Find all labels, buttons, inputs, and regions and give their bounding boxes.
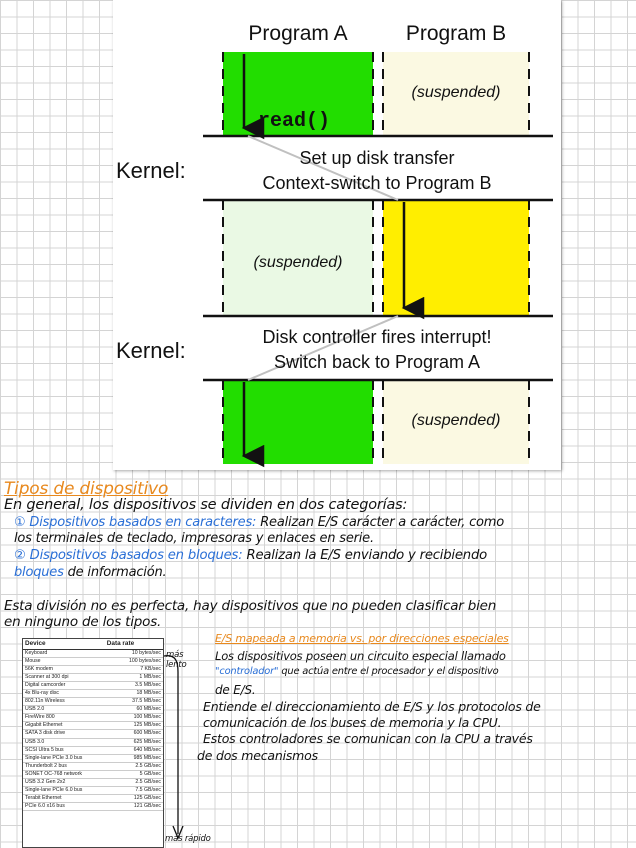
device-cell: Gigabit Ethernet: [25, 722, 63, 729]
item-1-label: ① Dispositivos basados en caracteres:: [14, 515, 257, 530]
device-cell: Keyboard: [25, 650, 48, 656]
program-b-label: Program B: [405, 22, 507, 45]
item-2-text: Realizan la E/S enviando y recibiendo: [246, 548, 488, 563]
mm-controller-term: "controlador": [215, 666, 279, 677]
data-rate-cell: 625 MB/sec: [133, 738, 161, 745]
mm-line-3: de E/S.: [215, 683, 256, 697]
notes-item-2: [14, 548, 487, 563]
data-rate-cell: 60 MB/sec: [136, 706, 161, 713]
mm-line-4: Entiende el direccionamiento de E/S y los protocolos de: [203, 699, 541, 714]
notes-division-1: Esta división no es perfecta, hay dispositivos que no pueden clasificar bien: [4, 598, 497, 614]
mm-heading: E/S mapeada a memoria vs. por direcciones especiales: [215, 632, 509, 645]
table-row: [23, 730, 163, 738]
device-cell: USB 2.0: [25, 706, 45, 713]
device-cell: Thunderbolt 2 bus: [25, 762, 67, 769]
device-cell: Single-lane PCIe 3.0 bus: [25, 754, 83, 761]
data-rate-cell: 100 MB/sec: [133, 714, 161, 721]
data-rate-cell: 125 MB/sec: [133, 722, 161, 729]
data-rate-cell: 2.5 GB/sec: [135, 778, 161, 785]
data-rate-cell: 640 MB/sec: [133, 746, 161, 753]
data-rate-cell: 1 MB/sec: [139, 674, 161, 681]
table-row: [23, 779, 163, 787]
read-call-label: read(): [258, 110, 331, 133]
mm-line-2: [215, 666, 498, 677]
mm-line-7: de dos mecanismos: [197, 748, 318, 763]
device-cell: SONET OC-768 network: [25, 770, 82, 777]
device-data-rate-table: [22, 638, 164, 848]
table-row: [23, 674, 163, 682]
data-rate-cell: 100 bytes/sec: [128, 658, 161, 665]
mm-line-2-text: que actúa entre el procesador y el dispositivo: [281, 666, 499, 677]
notes-item-1: [14, 515, 504, 530]
table-row: [23, 690, 163, 698]
kernel-1-line-2: Context-switch to Program B: [262, 173, 492, 193]
program-b-suspended-label-1: (suspended): [411, 84, 501, 101]
kernel-2-line-2: Switch back to Program A: [273, 352, 481, 372]
table-row: [23, 722, 163, 730]
notes-intro: En general, los dispositivos se dividen en dos categorías:: [4, 497, 408, 513]
device-cell: Terabit Ethernet: [25, 794, 62, 801]
kernel-2-line-1: Disk controller fires interrupt!: [262, 327, 492, 347]
notes-division-2: en ninguno de los tipos.: [4, 614, 162, 630]
device-cell: FireWire 800: [25, 714, 55, 721]
speed-arrow-bottom-label: más rápido: [165, 834, 211, 844]
table-row: [23, 803, 163, 811]
program-a-label: Program A: [248, 22, 348, 45]
data-rate-cell: 7 KB/sec: [140, 666, 161, 673]
mm-line-6: Estos controladores se comunican con la CPU a través: [203, 731, 533, 746]
table-row: [23, 650, 163, 658]
table-row: [23, 682, 163, 690]
table-header: [23, 639, 163, 650]
data-rate-cell: 18 MB/sec: [136, 690, 161, 697]
data-rate-cell: 37.5 MB/sec: [132, 698, 161, 705]
mm-line-1: Los dispositivos poseen un circuito especial llamado: [215, 649, 506, 663]
table-row: [23, 666, 163, 674]
table-row: [23, 763, 163, 771]
kernel-label-1: Kernel:: [116, 158, 186, 183]
table-row: [23, 739, 163, 747]
speed-arrow-top-label: más lento: [166, 650, 187, 670]
data-rate-cell: 600 MB/sec: [133, 730, 161, 737]
timeline-svg: [113, 0, 561, 470]
device-cell: USB 3.0: [25, 738, 45, 745]
data-rate-cell: 121 GB/sec: [133, 802, 161, 809]
item-1-text: Realizan E/S carácter a carácter, como: [260, 515, 504, 530]
device-cell: Single-lane PCIe 6.0 bus: [25, 786, 83, 793]
device-cell: SCSI Ultra 5 bus: [25, 746, 64, 753]
data-rate-cell: 7.5 GB/sec: [135, 786, 161, 793]
program-b-suspended-label-2: (suspended): [411, 412, 501, 429]
program-a-running-block-2: [223, 380, 373, 464]
device-cell: Mouse: [25, 658, 41, 665]
header-data-rate: Data rate: [106, 640, 135, 647]
mm-line-5: comunicación de los buses de memoria y la CPU.: [203, 715, 502, 730]
table-row: [23, 771, 163, 779]
item-2-cont-blue: bloques: [14, 565, 64, 580]
notes-heading: Tipos de dispositivo: [4, 479, 169, 499]
device-cell: 4x Blu-ray disc: [25, 690, 60, 697]
table-row: [23, 658, 163, 666]
table-row: [23, 755, 163, 763]
speed-arrow: [160, 648, 200, 848]
data-rate-cell: 3.5 MB/sec: [135, 682, 161, 689]
notes-item-2-cont: [14, 565, 166, 580]
program-a-suspended-label: (suspended): [253, 254, 343, 271]
device-cell: USB 3.2 Gen 2x2: [25, 778, 66, 785]
item-2-cont-text: de información.: [67, 565, 167, 580]
data-rate-cell: 125 GB/sec: [133, 794, 161, 801]
kernel-label-2: Kernel:: [116, 338, 186, 363]
data-rate-cell: 5 GB/sec: [139, 770, 161, 777]
data-rate-cell: 2.5 GB/sec: [135, 762, 161, 769]
header-device: Device: [25, 640, 46, 647]
table-rows: [23, 650, 163, 811]
table-row: [23, 698, 163, 706]
device-cell: 56K modem: [25, 666, 53, 673]
table-row: [23, 787, 163, 795]
table-row: [23, 706, 163, 714]
table-row: [23, 795, 163, 803]
device-cell: 802.11n Wireless: [25, 698, 65, 705]
item-2-label: ② Dispositivos basados en bloques:: [14, 548, 243, 563]
program-timeline-diagram: [113, 0, 561, 470]
data-rate-cell: 10 bytes/sec: [131, 650, 161, 656]
device-cell: Scanner at 300 dpi: [25, 674, 69, 681]
data-rate-cell: 985 MB/sec: [133, 754, 161, 761]
notes-item-1-cont: los terminales de teclado, impresoras y enlaces en serie.: [14, 531, 374, 546]
table-row: [23, 714, 163, 722]
kernel-1-line-1: Set up disk transfer: [299, 148, 455, 168]
device-cell: SATA 3 disk drive: [25, 730, 66, 737]
table-row: [23, 747, 163, 755]
device-cell: PCIe 6.0 x16 bus: [25, 802, 65, 809]
device-cell: Digital camcorder: [25, 682, 66, 689]
